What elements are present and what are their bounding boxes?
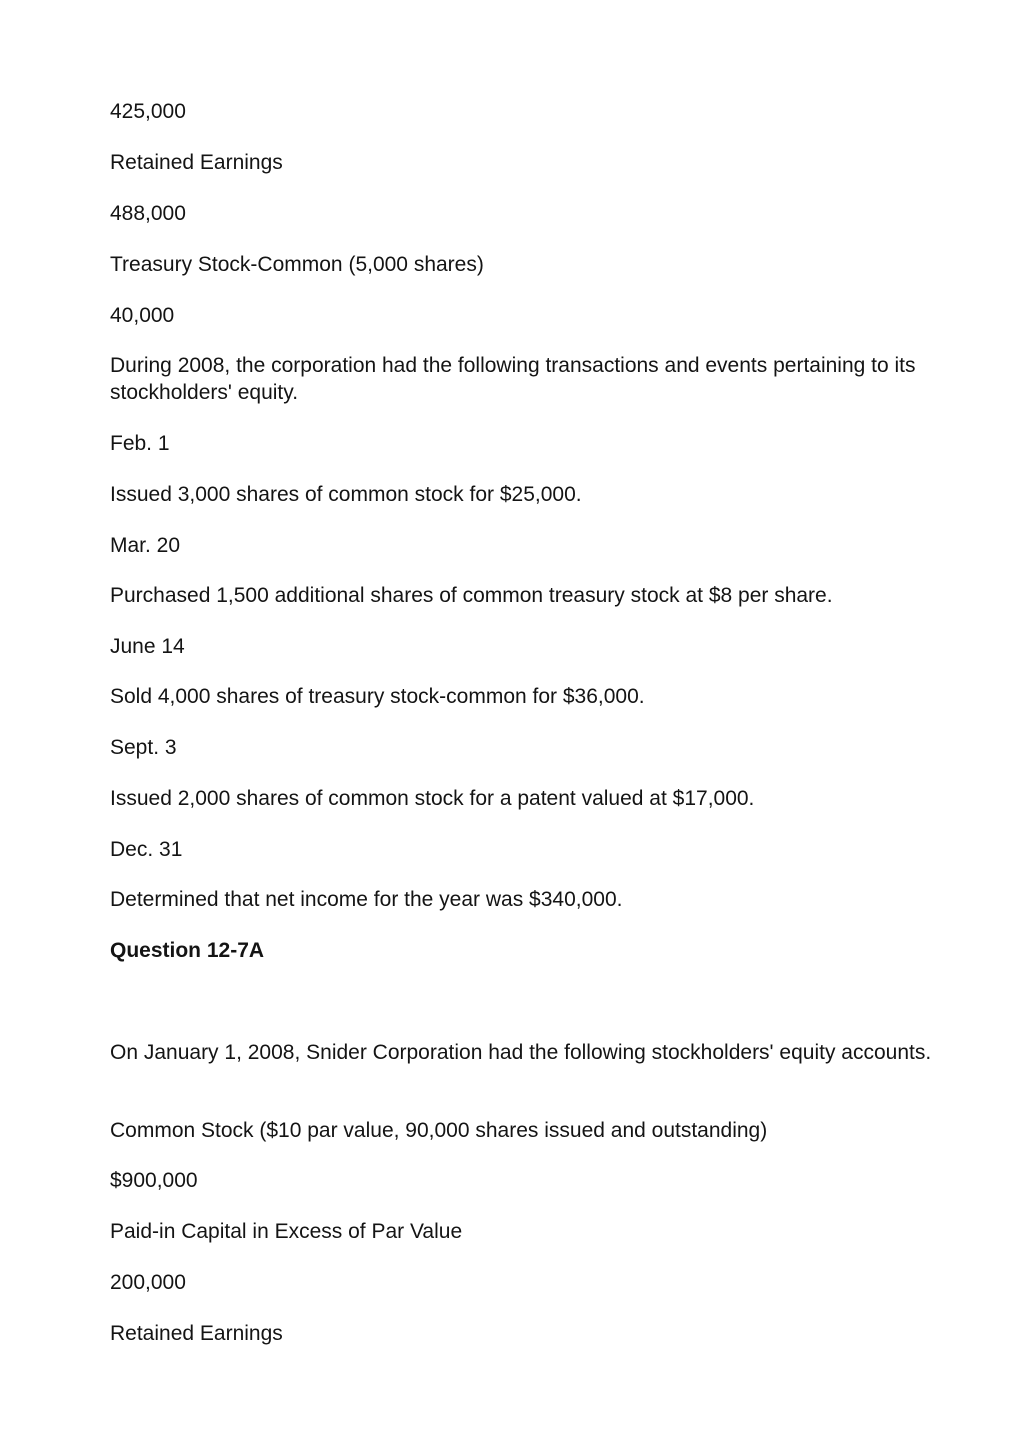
- date-line: Dec. 31: [110, 838, 183, 861]
- amount-line: 200,000: [110, 1271, 186, 1294]
- account-line: Treasury Stock-Common (5,000 shares): [110, 253, 484, 276]
- transaction-line: Issued 2,000 shares of common stock for a patent valued at $17,000.: [110, 787, 755, 810]
- date-line: Sept. 3: [110, 736, 177, 759]
- account-line: Common Stock ($10 par value, 90,000 shares issued and outstanding): [110, 1119, 768, 1142]
- intro-paragraph: On January 1, 2008, Snider Corporation had the following stockholders' equity accounts.: [110, 1041, 932, 1064]
- intro-paragraph: During 2008, the corporation had the following transactions and events pertaining to its stockholders' equity.: [110, 354, 916, 404]
- date-line: Mar. 20: [110, 534, 181, 557]
- account-line: Paid-in Capital in Excess of Par Value: [110, 1220, 463, 1243]
- transaction-line: Sold 4,000 shares of treasury stock-common for $36,000.: [110, 685, 645, 708]
- amount-line: $900,000: [110, 1169, 198, 1192]
- amount-line: 425,000: [110, 100, 186, 123]
- transaction-line: Determined that net income for the year was $340,000.: [110, 888, 623, 911]
- amount-line: 488,000: [110, 202, 186, 225]
- amount-line: 40,000: [110, 304, 175, 327]
- transaction-line: Issued 3,000 shares of common stock for $25,000.: [110, 483, 582, 506]
- account-line: Retained Earnings: [110, 1322, 283, 1345]
- transaction-line: Purchased 1,500 additional shares of common treasury stock at $8 per share.: [110, 584, 833, 607]
- account-line: Retained Earnings: [110, 151, 283, 174]
- question-heading: Question 12-7A: [110, 939, 265, 962]
- date-line: June 14: [110, 635, 185, 658]
- date-line: Feb. 1: [110, 432, 170, 455]
